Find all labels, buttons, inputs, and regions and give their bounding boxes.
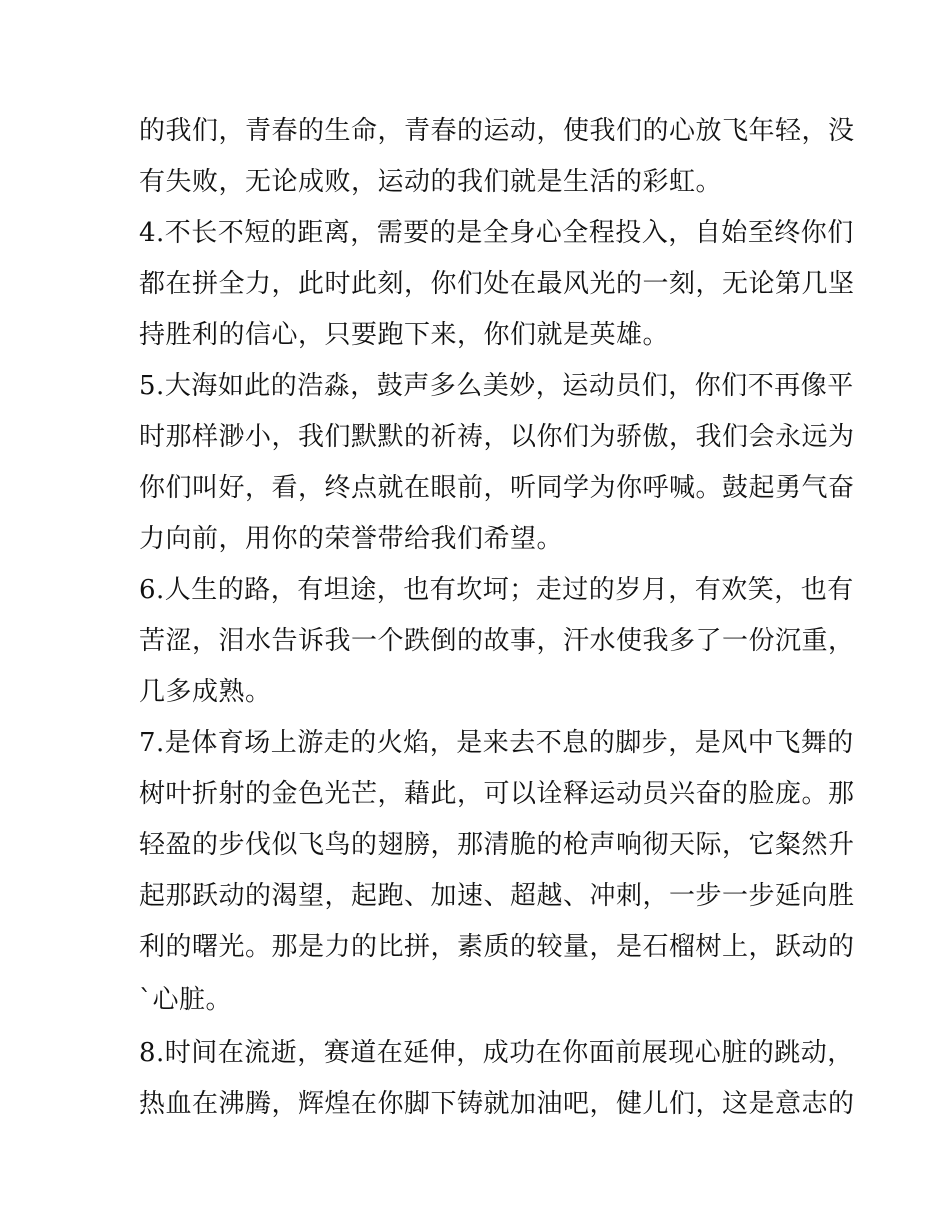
text-column [139,106,855,1130]
text-line: 持胜利的信心，只要跑下来，你们就是英雄。 [139,320,670,350]
text-line: 8.时间在流逝，赛道在延伸，成功在你面前展现心脏的跳动， [139,1038,854,1068]
text-line: 利的曙光。那是力的比拼，素质的较量，是石榴树上，跃动的 [139,932,855,962]
text-line: 6.人生的路，有坦途，也有坎坷；走过的岁月，有欢笑，也有 [139,575,854,605]
text-line: 有失败，无论成败，运动的我们就是生活的彩虹。 [139,167,723,197]
text-line: 力向前，用你的荣誉带给我们希望。 [139,524,564,554]
text-line: 热血在沸腾，辉煌在你脚下铸就加油吧，健儿们，这是意志的 [139,1089,855,1119]
text-line: 你们叫好，看，终点就在眼前，听同学为你呼喊。鼓起勇气奋 [139,473,855,503]
text-line: 4.不长不短的距离，需要的是全身心全程投入，自始至终你们 [139,218,854,248]
text-line: 的我们，青春的生命，青春的运动，使我们的心放飞年轻，没 [139,116,855,146]
text-line: 7.是体育场上游走的火焰，是来去不息的脚步，是风中飞舞的 [139,728,854,758]
text-line: `心脏。 [139,985,233,1015]
text-line: 几多成熟。 [139,677,272,707]
text-line: 时那样渺小，我们默默的祈祷，以你们为骄傲，我们会永远为 [139,422,855,452]
text-line: 都在拼全力，此时此刻，你们处在最风光的一刻，无论第几坚 [139,269,855,299]
text-line: 起那跃动的渴望，起跑、加速、超越、冲刺，一步一步延向胜 [139,881,855,911]
text-line: 轻盈的步伐似飞鸟的翅膀，那清脆的枪声响彻天际，它粲然升 [139,830,855,860]
text-line: 5.大海如此的浩淼，鼓声多么美妙，运动员们，你们不再像平 [139,371,854,401]
text-line: 苦涩，泪水告诉我一个跌倒的故事，汗水使我多了一份沉重， [139,626,855,656]
text-line: 树叶折射的金色光芒，藉此，可以诠释运动员兴奋的脸庞。那 [139,779,855,809]
